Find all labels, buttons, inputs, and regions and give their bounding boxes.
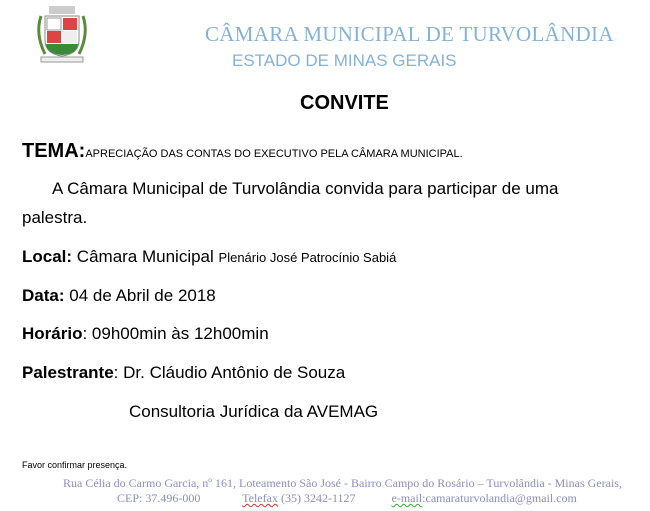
body-line-1: A Câmara Municipal de Turvolândia convida para participar de uma xyxy=(52,179,559,198)
date-line xyxy=(22,286,216,306)
date-label: Data: xyxy=(22,286,65,305)
time-line xyxy=(22,324,269,344)
time-value: : 09h00min às 12h00min xyxy=(82,324,269,343)
footer-telefax-label: Telefax xyxy=(242,491,278,505)
footer-email[interactable]: :camaraturvolandia@gmail.com xyxy=(422,491,577,505)
tema-label: TEMA: xyxy=(22,140,86,162)
body-line-2: palestra. xyxy=(22,208,88,227)
speaker-org: Consultoria Jurídica da AVEMAG xyxy=(129,402,379,421)
local-value: Câmara Municipal xyxy=(76,247,214,266)
header-state: ESTADO DE MINAS GERAIS xyxy=(232,51,457,70)
date-value: 04 de Abril de 2018 xyxy=(69,286,216,305)
footer-cep: CEP: 37.496-000 xyxy=(117,491,201,505)
footer-contact xyxy=(117,491,577,506)
local-detail: Plenário José Patrocínio Sabiá xyxy=(218,250,397,265)
time-label: Horário xyxy=(22,324,83,343)
speaker-value: : Dr. Cláudio Antônio de Souza xyxy=(113,363,346,382)
header-org-name: CÂMARA MUNICIPAL DE TURVOLÂNDIA xyxy=(205,22,614,46)
tema-line xyxy=(22,140,463,163)
local-label: Local: xyxy=(22,247,73,266)
footer-email-label: e-mail xyxy=(391,491,423,505)
page-title: CONVITE xyxy=(300,92,389,114)
footer-phone: (35) 3242-1127 xyxy=(280,491,356,505)
local-line xyxy=(22,247,396,267)
speaker-label: Palestrante xyxy=(22,363,114,382)
footer-address: Rua Célia do Carmo Garcia, nº 161, Loteamento São José - Bairro Campo do Rosário – Turvolândia - Minas Gerais, xyxy=(63,476,622,490)
speaker-line xyxy=(22,363,345,383)
confirm-note: Favor confirmar presença. xyxy=(22,460,128,470)
tema-value: APRECIAÇÃO DAS CONTAS DO EXECUTIVO PELA CÂMARA MUNICIPAL. xyxy=(85,148,463,160)
